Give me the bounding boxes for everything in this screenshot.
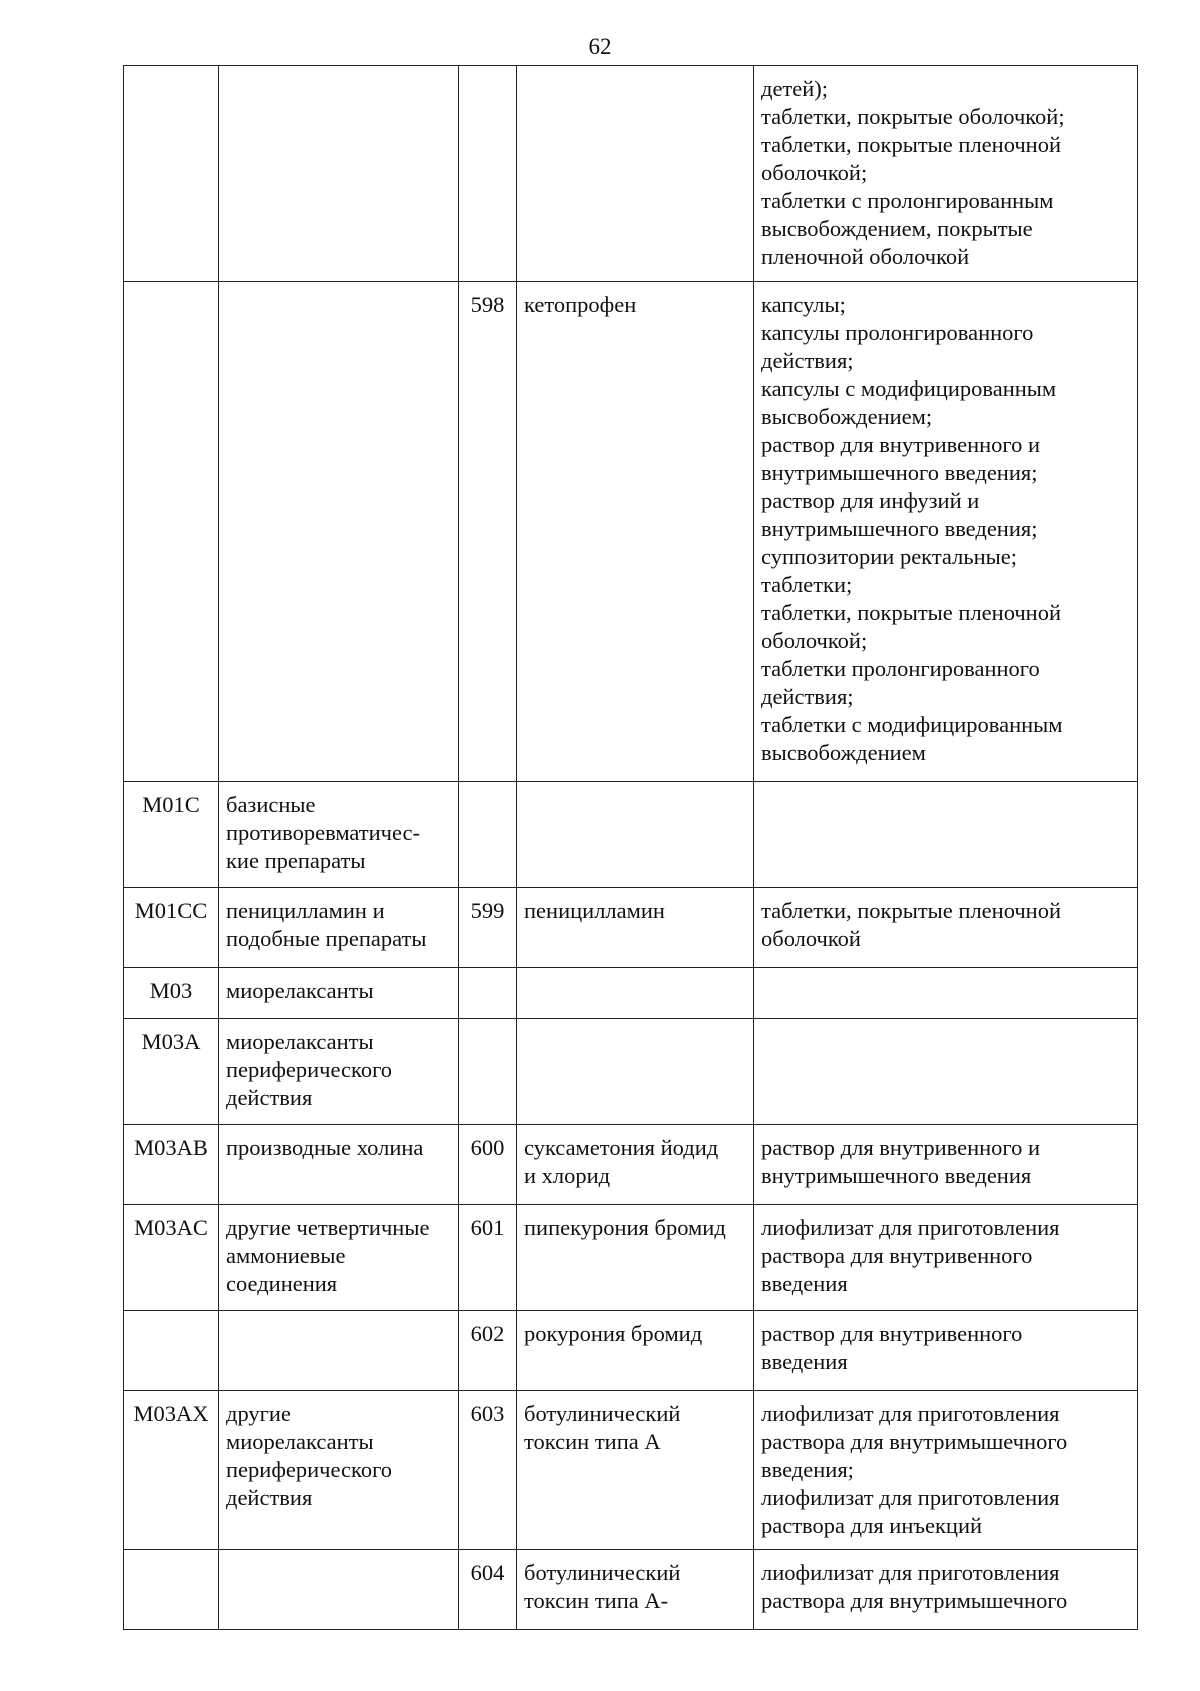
- item-number-cell: 598: [459, 282, 517, 782]
- dosage-form-line: оболочкой: [761, 926, 861, 951]
- group-name-cell: [219, 1311, 459, 1391]
- dosage-form-line: таблетки, покрытые пленочной: [761, 600, 1062, 625]
- table-row: [124, 1311, 1138, 1391]
- table-row: [124, 1205, 1138, 1311]
- dosage-form-line: раствора для внутривенного: [761, 1243, 1033, 1268]
- table-row: [124, 968, 1138, 1019]
- drug-name-line: рокурония бромид: [524, 1321, 703, 1346]
- dosage-forms-cell: [754, 888, 1138, 968]
- drug-name-line: пеницилламин: [524, 898, 665, 923]
- dosage-form-line: лиофилизат для приготовления: [761, 1401, 1060, 1426]
- dosage-form-line: высвобождением;: [761, 404, 933, 429]
- table-row: [124, 888, 1138, 968]
- dosage-form-line: лиофилизат для приготовления: [761, 1215, 1060, 1240]
- dosage-form-line: раствор для внутривенного и: [761, 1135, 1041, 1160]
- atc-code-cell: [124, 1311, 219, 1391]
- drug-list-table: [123, 65, 1138, 1630]
- atc-code-cell: [124, 1550, 219, 1630]
- group-name-cell: [219, 888, 459, 968]
- item-number-cell: 602: [459, 1311, 517, 1391]
- group-name-line: производные холина: [226, 1135, 424, 1160]
- group-name-line: пеницилламин и: [226, 898, 385, 923]
- dosage-forms-cell: [754, 782, 1138, 888]
- page-number: 62: [588, 34, 612, 59]
- drug-name-cell: [517, 782, 754, 888]
- dosage-form-line: таблетки с пролонгированным: [761, 188, 1054, 213]
- drug-name-line: токсин типа А: [524, 1429, 661, 1454]
- atc-code-cell: M03AB: [124, 1125, 219, 1205]
- dosage-form-line: внутримышечного введения;: [761, 516, 1038, 541]
- group-name-line: базисные: [226, 792, 316, 817]
- drug-name-cell: [517, 888, 754, 968]
- drug-name-cell: [517, 1125, 754, 1205]
- group-name-line: другие четвертичные: [226, 1215, 430, 1240]
- dosage-forms-cell: [754, 1125, 1138, 1205]
- dosage-form-line: оболочкой;: [761, 160, 868, 185]
- dosage-forms-cell: [754, 282, 1138, 782]
- item-number-cell: 601: [459, 1205, 517, 1311]
- dosage-form-line: введения: [761, 1349, 848, 1374]
- group-name-line: аммониевые: [226, 1243, 346, 1268]
- group-name-line: соединения: [226, 1271, 338, 1296]
- dosage-forms-cell: [754, 1311, 1138, 1391]
- group-name-cell: [219, 1550, 459, 1630]
- group-name-line: периферического: [226, 1457, 392, 1482]
- atc-code-cell: [124, 282, 219, 782]
- dosage-form-line: оболочкой;: [761, 628, 868, 653]
- dosage-form-line: высвобождением: [761, 740, 926, 765]
- drug-name-cell: [517, 1311, 754, 1391]
- dosage-form-line: суппозитории ректальные;: [761, 544, 1017, 569]
- dosage-form-line: внутримышечного введения;: [761, 460, 1038, 485]
- table-row: [124, 1125, 1138, 1205]
- table-row: [124, 1391, 1138, 1550]
- table-row: [124, 782, 1138, 888]
- dosage-form-line: раствора для инъекций: [761, 1513, 983, 1538]
- dosage-form-line: раствор для внутривенного: [761, 1321, 1023, 1346]
- group-name-cell: [219, 282, 459, 782]
- group-name-line: миорелаксанты: [226, 978, 374, 1003]
- dosage-form-line: высвобождением, покрытые: [761, 216, 1033, 241]
- atc-code-cell: [124, 66, 219, 282]
- drug-name-cell: [517, 66, 754, 282]
- dosage-form-line: раствор для внутривенного и: [761, 432, 1041, 457]
- table-row: [124, 66, 1138, 282]
- dosage-form-line: таблетки пролонгированного: [761, 656, 1040, 681]
- atc-code-cell: M03: [124, 968, 219, 1019]
- group-name-cell: [219, 1391, 459, 1550]
- table-body: [124, 66, 1138, 1630]
- dosage-form-line: действия;: [761, 684, 854, 709]
- dosage-form-line: внутримышечного введения: [761, 1163, 1032, 1188]
- drug-name-cell: [517, 1391, 754, 1550]
- group-name-line: миорелаксанты: [226, 1029, 374, 1054]
- dosage-forms-cell: [754, 1205, 1138, 1311]
- dosage-forms-cell: [754, 1391, 1138, 1550]
- item-number-cell: 604: [459, 1550, 517, 1630]
- dosage-form-line: раствора для внутримышечного: [761, 1588, 1068, 1613]
- table-row: [124, 282, 1138, 782]
- dosage-form-line: детей);: [761, 76, 829, 101]
- atc-code-cell: M01CC: [124, 888, 219, 968]
- dosage-form-line: капсулы пролонгированного: [761, 320, 1034, 345]
- dosage-form-line: лиофилизат для приготовления: [761, 1485, 1060, 1510]
- drug-name-line: ботулинический: [524, 1401, 681, 1426]
- table-row: [124, 1019, 1138, 1125]
- dosage-form-line: раствора для внутримышечного: [761, 1429, 1068, 1454]
- dosage-form-line: лиофилизат для приготовления: [761, 1560, 1060, 1585]
- drug-name-cell: [517, 1205, 754, 1311]
- group-name-cell: [219, 1205, 459, 1311]
- drug-name-line: кетопрофен: [524, 292, 637, 317]
- atc-code-cell: M01C: [124, 782, 219, 888]
- atc-code-cell: M03A: [124, 1019, 219, 1125]
- item-number-cell: [459, 66, 517, 282]
- group-name-line: миорелаксанты: [226, 1429, 374, 1454]
- item-number-cell: [459, 782, 517, 888]
- dosage-form-line: капсулы с модифицированным: [761, 376, 1057, 401]
- drug-name-cell: [517, 968, 754, 1019]
- dosage-forms-cell: [754, 1019, 1138, 1125]
- group-name-cell: [219, 1125, 459, 1205]
- group-name-line: действия: [226, 1085, 313, 1110]
- drug-name-line: суксаметония йодид: [524, 1135, 719, 1160]
- dosage-form-line: введения;: [761, 1457, 854, 1482]
- drug-name-cell: [517, 282, 754, 782]
- item-number-cell: [459, 1019, 517, 1125]
- item-number-cell: 603: [459, 1391, 517, 1550]
- group-name-line: кие препараты: [226, 848, 366, 873]
- dosage-form-line: пленочной оболочкой: [761, 244, 970, 269]
- dosage-form-line: таблетки с модифицированным: [761, 712, 1063, 737]
- atc-code-cell: M03AX: [124, 1391, 219, 1550]
- drug-name-cell: [517, 1550, 754, 1630]
- dosage-form-line: таблетки, покрытые пленочной: [761, 898, 1062, 923]
- atc-code-cell: M03AC: [124, 1205, 219, 1311]
- group-name-line: действия: [226, 1485, 313, 1510]
- drug-name-line: пипекурония бромид: [524, 1215, 726, 1240]
- dosage-form-line: введения: [761, 1271, 848, 1296]
- drug-name-cell: [517, 1019, 754, 1125]
- dosage-forms-cell: [754, 66, 1138, 282]
- item-number-cell: 599: [459, 888, 517, 968]
- drug-name-line: токсин типа А-: [524, 1588, 669, 1613]
- group-name-cell: [219, 66, 459, 282]
- table-row: [124, 1550, 1138, 1630]
- dosage-form-line: раствор для инфузий и: [761, 488, 980, 513]
- dosage-form-line: таблетки;: [761, 572, 853, 597]
- dosage-form-line: действия;: [761, 348, 854, 373]
- drug-name-line: и хлорид: [524, 1163, 611, 1188]
- dosage-form-line: таблетки, покрытые оболочкой;: [761, 104, 1065, 129]
- group-name-line: подобные препараты: [226, 926, 427, 951]
- dosage-form-line: таблетки, покрытые пленочной: [761, 132, 1062, 157]
- drug-name-line: ботулинический: [524, 1560, 681, 1585]
- group-name-cell: [219, 1019, 459, 1125]
- group-name-line: другие: [226, 1401, 291, 1426]
- dosage-forms-cell: [754, 1550, 1138, 1630]
- group-name-line: периферического: [226, 1057, 392, 1082]
- group-name-cell: [219, 782, 459, 888]
- item-number-cell: [459, 968, 517, 1019]
- group-name-line: противоревматичес-: [226, 820, 421, 845]
- dosage-forms-cell: [754, 968, 1138, 1019]
- item-number-cell: 600: [459, 1125, 517, 1205]
- dosage-form-line: капсулы;: [761, 292, 846, 317]
- group-name-cell: [219, 968, 459, 1019]
